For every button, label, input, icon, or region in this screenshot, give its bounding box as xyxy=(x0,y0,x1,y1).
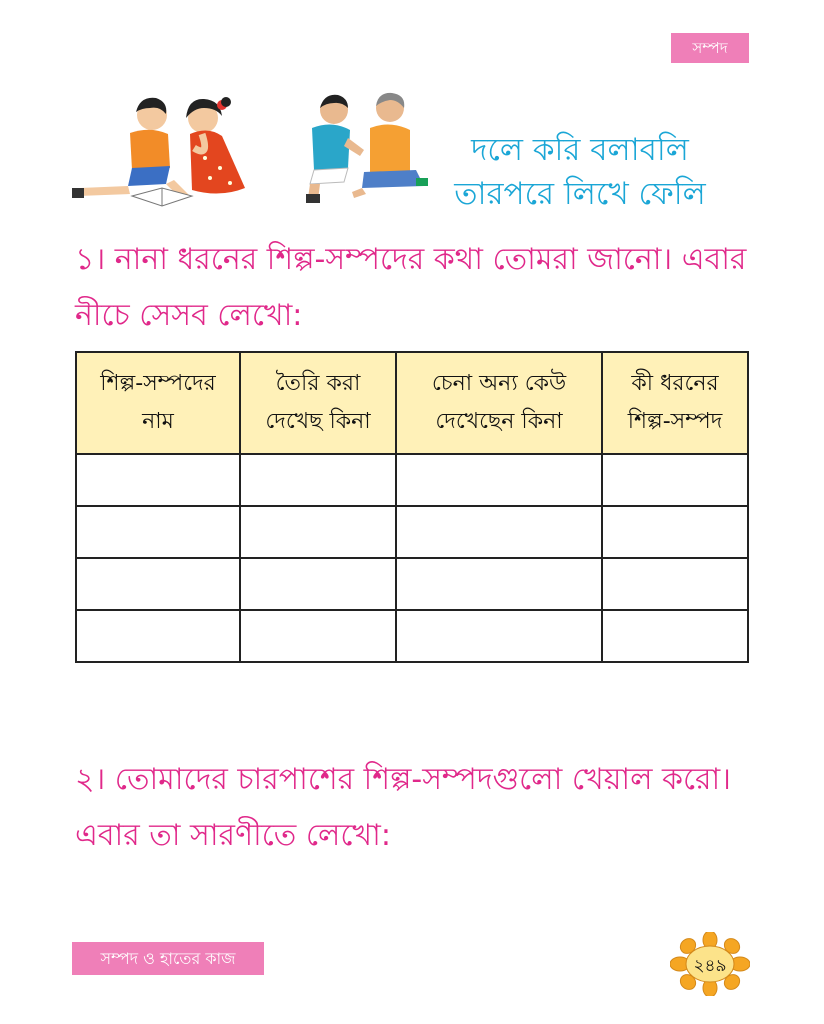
table-cell[interactable] xyxy=(240,610,396,662)
header-cell-others-seen xyxy=(396,352,602,454)
table-cell[interactable] xyxy=(396,558,602,610)
table-row xyxy=(76,610,748,662)
heading-line-2: তারপরে লিখে ফেলি xyxy=(454,176,706,212)
table-cell[interactable] xyxy=(76,506,240,558)
table-cell[interactable] xyxy=(602,558,748,610)
table-row xyxy=(76,506,748,558)
header-cell-seen-making xyxy=(240,352,396,454)
chapter-tag: সম্পদ xyxy=(671,33,749,63)
header-cell-name xyxy=(76,352,240,454)
table-cell[interactable] xyxy=(602,454,748,506)
table-cell[interactable] xyxy=(602,610,748,662)
table-cell[interactable] xyxy=(240,454,396,506)
resources-table xyxy=(75,351,749,663)
book-title-tag: সম্পদ ও হাতের কাজ xyxy=(72,942,264,975)
table-header-row xyxy=(76,352,748,454)
table-cell[interactable] xyxy=(76,454,240,506)
question-2: ২। তোমাদের চারপাশের শিল্প-সম্পদগুলো খেয়াল করো। এবার তা সারণীতে লেখো: xyxy=(75,762,731,853)
table-row xyxy=(76,558,748,610)
page-number-badge xyxy=(670,932,750,996)
table-cell[interactable] xyxy=(240,506,396,558)
heading-line-1: দলে করি বলাবলি xyxy=(471,132,689,168)
header-line: তৈরি করা xyxy=(275,371,361,396)
header-line: শিল্প-সম্পদ xyxy=(627,409,723,434)
table-cell[interactable] xyxy=(240,558,396,610)
table-cell[interactable] xyxy=(396,454,602,506)
children-talking-illustration xyxy=(292,90,432,205)
header-cell-type xyxy=(602,352,748,454)
header-line: শিল্প-সম্পদের xyxy=(100,371,216,396)
header-line: নাম xyxy=(142,409,174,434)
table-row xyxy=(76,454,748,506)
page-number: ২৪৯ xyxy=(693,956,727,976)
header-line: কী ধরনের xyxy=(631,371,719,396)
children-reading-illustration xyxy=(70,88,255,213)
table-cell[interactable] xyxy=(396,610,602,662)
table-cell[interactable] xyxy=(76,558,240,610)
table-cell[interactable] xyxy=(396,506,602,558)
header-line: দেখেছ কিনা xyxy=(265,409,371,434)
header-line: দেখেছেন কিনা xyxy=(435,409,563,434)
section-heading xyxy=(440,128,720,216)
question-1: ১। নানা ধরনের শিল্প-সম্পদের কথা তোমরা জানো। এবার নীচে সেসব লেখো: xyxy=(75,242,747,333)
table-cell[interactable] xyxy=(602,506,748,558)
table-cell[interactable] xyxy=(76,610,240,662)
header-line: চেনা অন্য কেউ xyxy=(431,371,567,396)
